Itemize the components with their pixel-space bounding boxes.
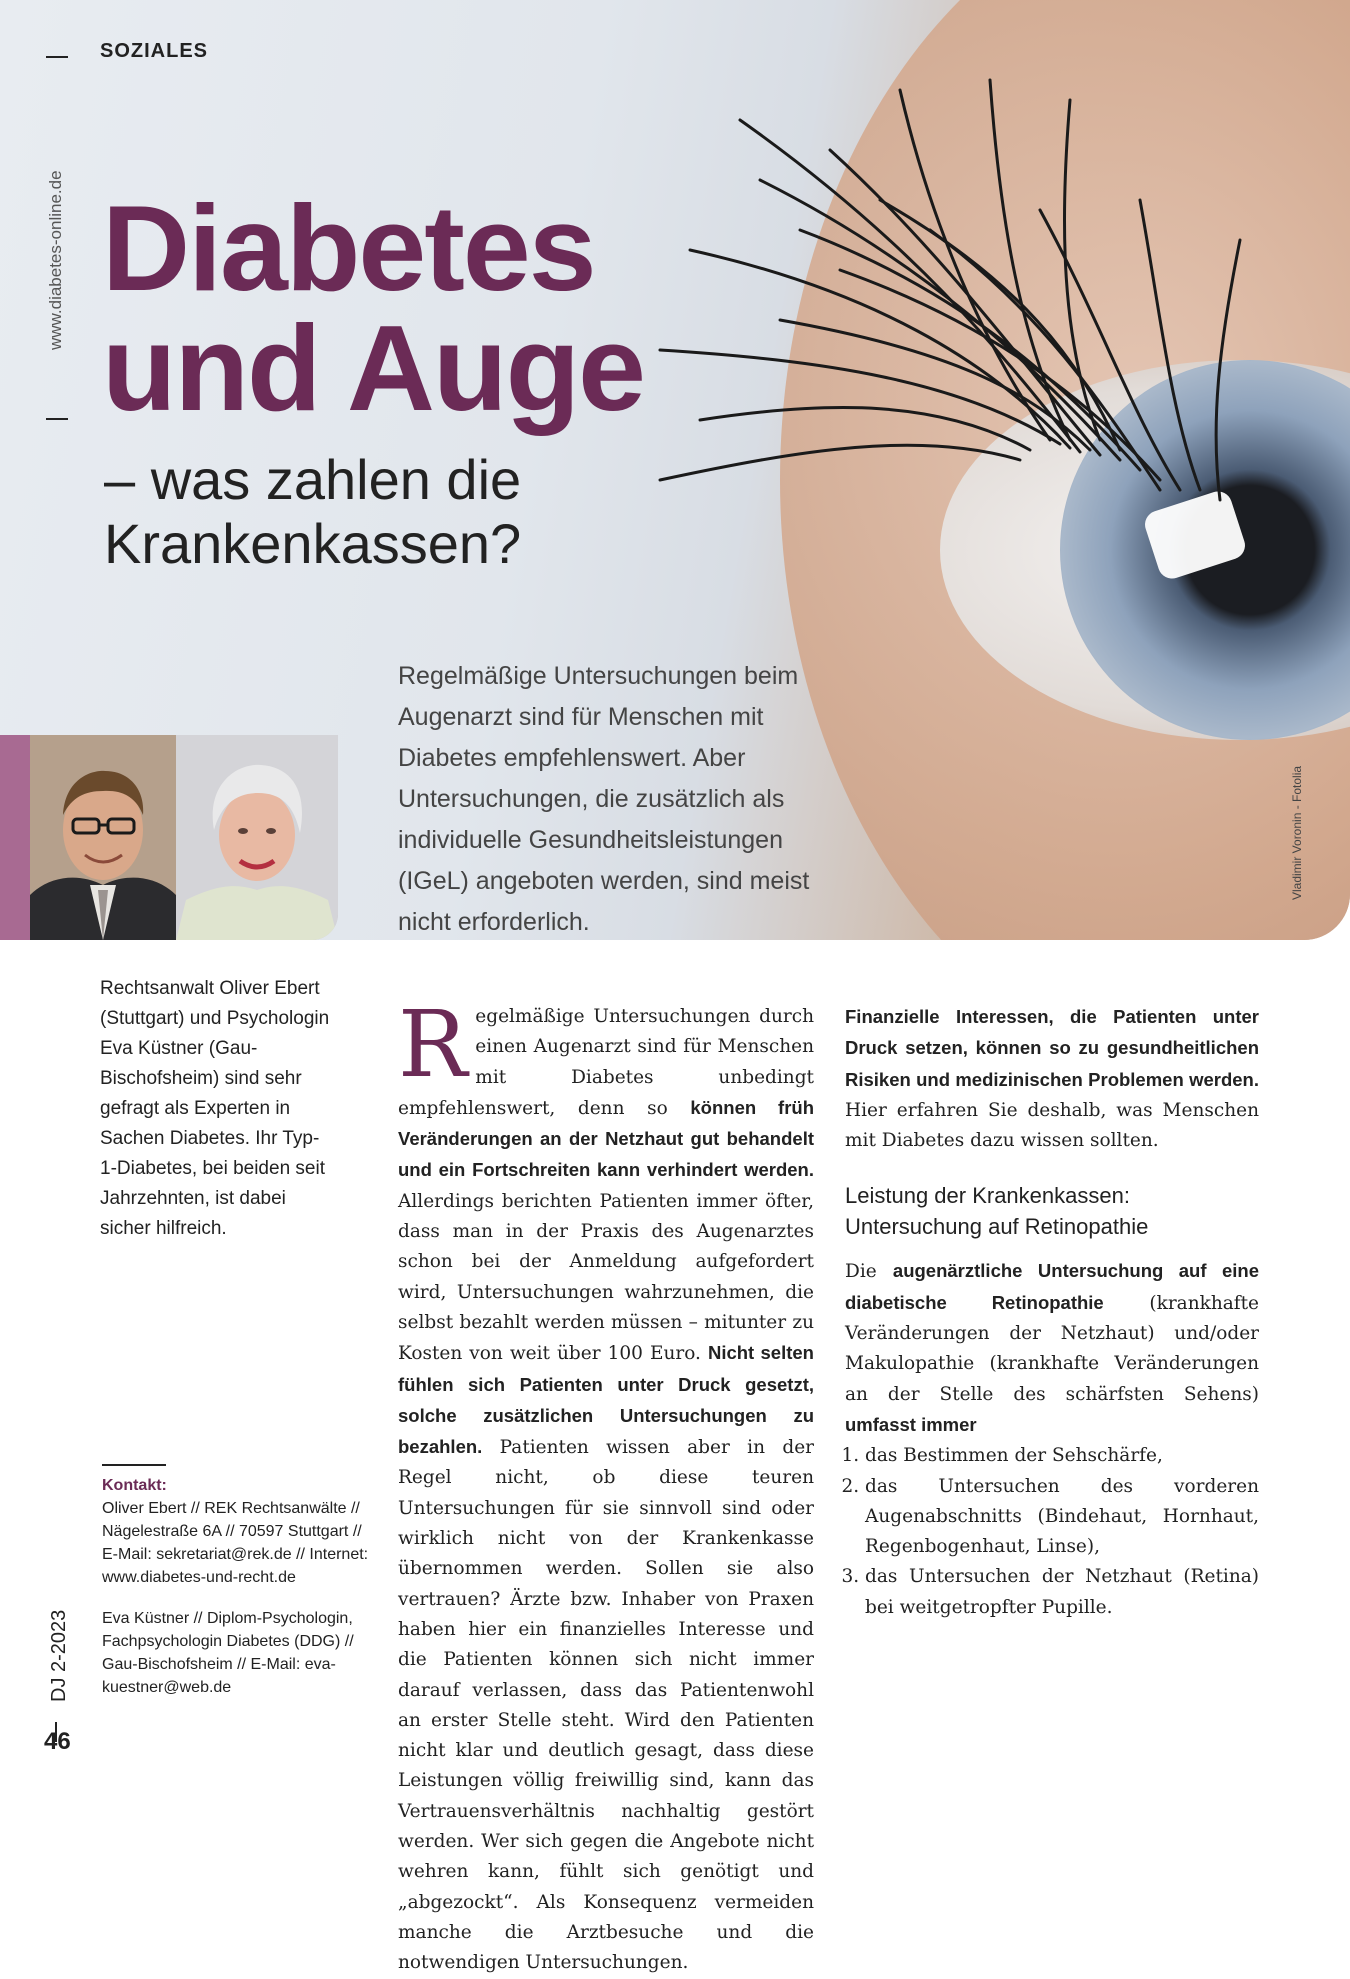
- author-bio: Rechtsanwalt Oliver Ebert (Stuttgart) und Psychologin Eva Küstner (Gau-Bischofsheim) sind sehr gefragt als Experten in Sachen Diabetes. Ihr Typ-1-Diabetes, bei beiden seit Jahrzehnten, ist dabei sicher hilfreich.: [100, 978, 330, 1239]
- contact-ebert: Oliver Ebert // REK Rechtsanwälte // Nägelestraße 6A // 70597 Stuttgart // E-Mail: sekretariat@rek.de // Internet: www.diabetes-und-recht.de: [102, 1500, 369, 1586]
- p1-b-bold: können früh Veränderungen an der Netzhaut gut behandelt und ein Fortschreiten kann verhindert werden.: [398, 1096, 814, 1181]
- contact-box: [102, 1474, 372, 1717]
- portrait-man-icon: [30, 735, 176, 940]
- photo-credit: Vladimir Voronin - Fotolia: [1290, 765, 1304, 900]
- contact-divider: [102, 1464, 166, 1466]
- article-subtitle: [104, 448, 521, 576]
- article-title: [102, 180, 644, 436]
- portrait-accent-bar: [0, 735, 30, 940]
- p1-a: egelmäßige Untersuchungen durch einen Augenarzt sind für Menschen mit Diabetes unbedingt empfehlenswert, denn so: [398, 1006, 814, 1119]
- title-line-1: Diabetes: [102, 180, 595, 316]
- body-paragraph-1: [398, 991, 814, 1979]
- exam-list: [845, 1441, 1259, 1623]
- body-paragraph-2: [845, 1256, 1259, 1441]
- section-heading: Leistung der Krankenkassen: Untersuchung auf Retinopathie: [845, 1183, 1149, 1240]
- issue-label: DJ 2-2023: [48, 1609, 70, 1702]
- p2-a: Die: [845, 1261, 877, 1283]
- contact-label: Kontakt:: [102, 1477, 167, 1494]
- p1-g: Hier erfahren Sie deshalb, was Menschen mit Diabetes dazu wissen sollten.: [845, 1099, 1259, 1152]
- url-dash: [46, 418, 68, 420]
- subtitle-line-1: – was zahlen die: [104, 448, 522, 511]
- p1-d-bold: Nicht selten fühlen sich Patienten unter Druck gesetzt, solche zusätzlichen Untersuchungen zu bezahlen.: [398, 1342, 814, 1458]
- list-item: 2. das Untersuchen des vorderen Augenabschnitts (Bindehaut, Hornhaut, Regenbogenhaut, Linse),: [865, 1472, 1259, 1563]
- p1-c: Allerdings berichten Patienten immer öfter, dass man in der Praxis des Augenarztes schon bei der Anmeldung aufgefordert wird, Untersuchungen wahrzunehmen, die selbst bezahlt werden müssen – mitunter zu Kosten von weit über 100 Euro.: [398, 1190, 814, 1365]
- portrait-woman-icon: [176, 735, 338, 940]
- title-line-2: und Auge: [102, 300, 644, 436]
- section-dash: [46, 56, 68, 58]
- p1-e: Patienten wissen aber in der Regel nicht, ob diese teuren Untersuchungen für sie sinnvoll sind oder wirklich nicht von der Krankenkasse übernommen werden. Sollen sie also vertrauen? Ärzte bzw. Inhaber von Praxen haben hier ein finanzielles Interesse und die Patienten können sich nicht immer darauf verlassen, dass das Patientenwohl an erster Stelle steht. Wird den Patienten nicht klar und deutlich gesagt, dass diese Leistungen völlig freiwillig sind, kann das Vertrauensverhältnis nachhaltig gestört werden. Wer sich gegen die Angebote nicht wehren kann, fühlt sich genötigt und „abgezockt“. Als Konsequenz vermeiden manche die Arztbesuche und die notwendigen Untersuchungen.: [398, 1437, 814, 1974]
- body-column-2: [845, 1002, 1259, 1623]
- section-label: SOZIALES: [100, 40, 209, 62]
- portrait-eva-kuestner: [176, 735, 338, 940]
- body-column-1: [398, 991, 814, 1979]
- site-url: www.diabetes-online.de: [46, 170, 65, 350]
- list-item: 1. das Bestimmen der Sehschärfe,: [865, 1441, 1259, 1471]
- intro-text: Regelmäßige Untersuchungen beim Augenarzt sind für Menschen mit Diabetes empfehlenswert. Aber Untersuchungen, die zusätzlich als individuelle Gesundheitsleistungen (IGeL) angeboten werden, sind meist nicht erforderlich.: [398, 662, 810, 936]
- portrait-oliver-ebert: [30, 735, 176, 940]
- body-paragraph-1-cont: [845, 1002, 1259, 1156]
- page-number: 46: [44, 1728, 71, 1755]
- hero-lashes: [600, 60, 1320, 580]
- p2-b-bold: augenärztliche Untersuchung auf eine diabetische Retinopathie: [845, 1260, 1259, 1313]
- list-item: 3. das Untersuchen der Netzhaut (Retina) bei weitgetropfter Pupille.: [865, 1562, 1259, 1623]
- contact-kuestner: Eva Küstner // Diplom-Psychologin, Fachpsychologin Diabetes (DDG) // Gau-Bischofsheim // E-Mail: eva-kuestner@web.de: [102, 1610, 354, 1696]
- p1-f-bold: Finanzielle Interessen, die Patienten unter Druck setzen, können so zu gesundheitlichen Risiken und medizinischen Problemen werden.: [845, 1006, 1259, 1090]
- subtitle-line-2: Krankenkassen?: [104, 512, 522, 575]
- p2-d-bold: umfasst immer: [845, 1413, 977, 1435]
- dropcap: R: [398, 991, 468, 1098]
- p2-c: (krankhafte Veränderungen der Netzhaut) und/oder Makulopathie (krankhafte Veränderungen an der Stelle des schärfsten Sehens): [845, 1292, 1259, 1405]
